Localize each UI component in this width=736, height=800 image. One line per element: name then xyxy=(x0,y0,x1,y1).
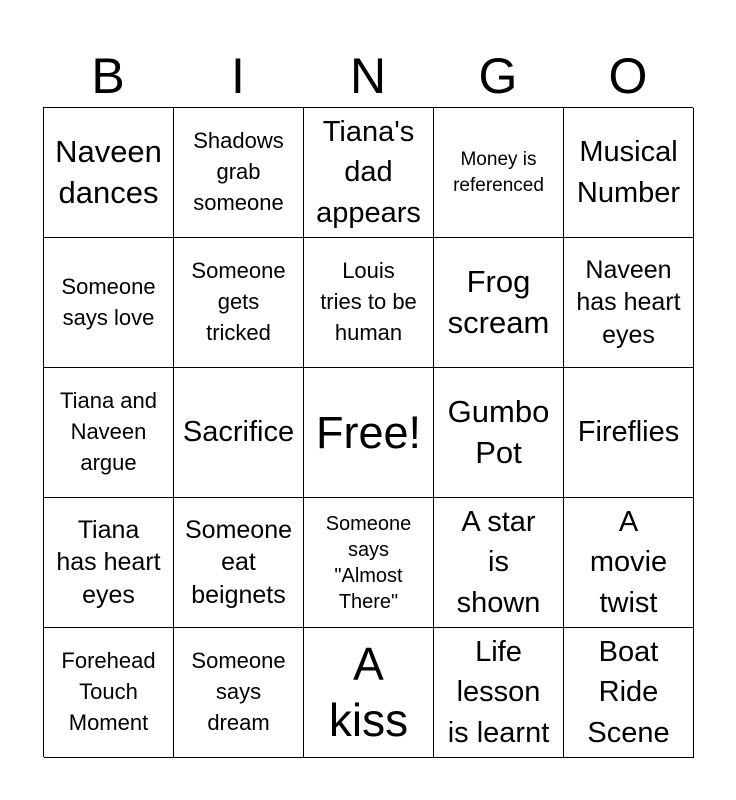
bingo-cell-r5c5[interactable] xyxy=(564,628,694,758)
cell-text: Sacrifice xyxy=(182,416,295,449)
cell-text: Fireflies xyxy=(577,416,680,449)
cell-text: Louis tries to be human xyxy=(320,258,417,345)
bingo-card-grid xyxy=(43,107,693,757)
bingo-cell-r3c3[interactable] xyxy=(304,368,434,498)
cell-text: Gumbo Pot xyxy=(447,393,550,470)
bingo-cell-r4c4[interactable] xyxy=(434,498,564,628)
header-letter-i: I xyxy=(231,48,245,104)
cell-text: Tiana has heart eyes xyxy=(56,515,161,609)
bingo-cell-r2c5[interactable] xyxy=(564,238,694,368)
free-space-text: Free! xyxy=(315,406,422,458)
header-letter-g: G xyxy=(478,48,518,104)
bingo-cell-r1c4[interactable] xyxy=(434,108,564,238)
cell-text: A star is shown xyxy=(456,505,541,619)
bingo-cell-r2c3[interactable] xyxy=(304,238,434,368)
cell-text: Someone gets tricked xyxy=(191,258,286,345)
cell-text: A movie twist xyxy=(589,505,668,619)
cell-text: Someone says love xyxy=(61,273,156,330)
bingo-cell-r1c3[interactable] xyxy=(304,108,434,238)
bingo-cell-r2c1[interactable] xyxy=(44,238,174,368)
bingo-header xyxy=(43,46,693,106)
bingo-cell-r4c2[interactable] xyxy=(174,498,304,628)
bingo-cell-r3c2[interactable] xyxy=(174,368,304,498)
cell-text: Frog scream xyxy=(447,263,550,340)
bingo-cell-r2c4[interactable] xyxy=(434,238,564,368)
cell-text: Money is referenced xyxy=(453,148,544,196)
bingo-cell-r1c2[interactable] xyxy=(174,108,304,238)
cell-text: Shadows grab someone xyxy=(193,128,284,215)
cell-text: Life lesson is learnt xyxy=(447,635,550,749)
cell-text: Boat Ride Scene xyxy=(587,635,670,749)
cell-text: Tiana and Naveen argue xyxy=(59,388,158,475)
bingo-cell-r5c2[interactable] xyxy=(174,628,304,758)
cell-text: Naveen has heart eyes xyxy=(576,255,681,349)
cell-text: Someone says "Almost There" xyxy=(325,512,412,613)
bingo-cell-r5c3[interactable] xyxy=(304,628,434,758)
cell-text: A kiss xyxy=(328,638,409,746)
bingo-cell-r4c3[interactable] xyxy=(304,498,434,628)
bingo-cell-r5c4[interactable] xyxy=(434,628,564,758)
header-letter-b: B xyxy=(91,48,125,104)
bingo-cell-r4c1[interactable] xyxy=(44,498,174,628)
cell-text: Someone says dream xyxy=(191,648,286,735)
header-letter-o: O xyxy=(608,48,648,104)
bingo-cell-r4c5[interactable] xyxy=(564,498,694,628)
bingo-cell-r3c4[interactable] xyxy=(434,368,564,498)
bingo-cell-r3c1[interactable] xyxy=(44,368,174,498)
header-letter-n: N xyxy=(349,48,387,104)
bingo-cell-r3c5[interactable] xyxy=(564,368,694,498)
bingo-cell-r1c1[interactable] xyxy=(44,108,174,238)
cell-text: Musical Number xyxy=(576,135,681,209)
cell-text: Tiana's dad appears xyxy=(316,115,421,229)
bingo-cell-r2c2[interactable] xyxy=(174,238,304,368)
bingo-cell-r5c1[interactable] xyxy=(44,628,174,758)
bingo-cell-r1c5[interactable] xyxy=(564,108,694,238)
cell-text: Naveen dances xyxy=(55,133,162,210)
cell-text: Someone eat beignets xyxy=(184,515,293,609)
cell-text: Forehead Touch Moment xyxy=(61,648,156,735)
